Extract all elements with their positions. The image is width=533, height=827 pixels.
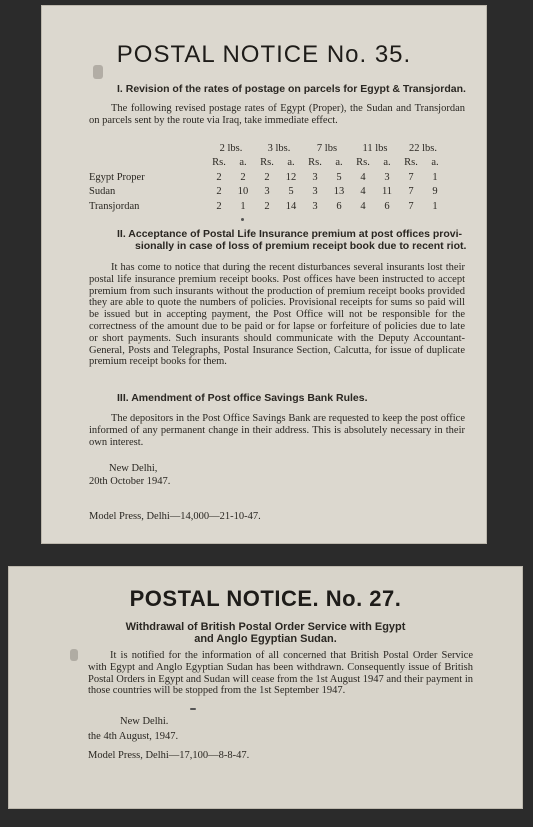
rate-cell: 3 xyxy=(264,186,270,198)
weight-header: 22 lbs. xyxy=(408,142,437,154)
rate-cell: 2 xyxy=(216,171,222,183)
weight-header: 2 lbs. xyxy=(219,142,243,154)
rate-cell: 6 xyxy=(336,200,342,212)
parcel-rates-table xyxy=(89,141,447,214)
unit-header: a. xyxy=(287,157,295,169)
rate-cell: 6 xyxy=(384,200,390,212)
rate-cell: 2 xyxy=(264,200,270,212)
table-row xyxy=(89,170,447,185)
ink-dot xyxy=(241,218,244,221)
section-1-heading: I. Revision of the rates of postage on parcels for Egypt & Transjordan. xyxy=(117,83,466,95)
rate-cell: 11 xyxy=(381,186,393,198)
rate-cell: 4 xyxy=(360,186,366,198)
rate-cell: 9 xyxy=(432,186,438,198)
notice-27-heading-line-2: and Anglo Egyptian Sudan. xyxy=(194,633,337,645)
rate-cell: 2 xyxy=(216,186,222,198)
section-2-heading-line-2: sionally in case of loss of premium receipt book due to recent riot. xyxy=(135,240,467,252)
rate-cell: 10 xyxy=(237,186,249,198)
rate-cell: 3 xyxy=(384,171,390,183)
rate-cell: 4 xyxy=(360,200,366,212)
weight-header: 11 lbs xyxy=(362,142,388,154)
unit-header: Rs. xyxy=(212,157,226,169)
rate-cell: 14 xyxy=(285,200,297,212)
table-row xyxy=(89,185,447,200)
rate-cell: 2 xyxy=(216,200,222,212)
rate-cell: 5 xyxy=(288,186,294,198)
unit-header: Rs. xyxy=(356,157,370,169)
postal-notice-27 xyxy=(8,566,523,809)
place: New Delhi, xyxy=(109,463,158,474)
notice-27-body: It is notified for the information of all concerned that British Postal Order Service with Egypt and Anglo Egyptian Sudan has been withdrawn. Consequently issue of British Postal Orders in Egypt and Sudan will cease from the 1st August 1947 and their payment in those countries will be stopped from the 1st September 1947. xyxy=(88,650,473,697)
section-3-body: The depositors in the Post Office Savings Bank are requested to keep the post office informed of any permanent change in their address. This is absolutely necessary in their own interest. xyxy=(89,413,465,448)
rate-cell: 4 xyxy=(360,171,366,183)
weight-header: 7 lbs xyxy=(316,142,338,154)
row-label: Egypt Proper xyxy=(89,171,145,183)
notice-27-heading xyxy=(8,621,523,645)
rate-cell: 5 xyxy=(336,171,342,183)
paper-damage-mark xyxy=(70,649,78,661)
ink-mark xyxy=(190,708,196,710)
table-row xyxy=(89,199,447,214)
unit-header: Rs. xyxy=(308,157,322,169)
rate-cell: 7 xyxy=(408,186,414,198)
section-2-heading-line-1: II. Acceptance of Postal Life Insurance premium at post offices provi- xyxy=(117,228,463,240)
weight-header: 3 lbs. xyxy=(267,142,291,154)
unit-header: a. xyxy=(383,157,391,169)
date: the 4th August, 1947. xyxy=(88,731,179,742)
row-label: Sudan xyxy=(89,186,116,198)
rate-cell: 7 xyxy=(408,171,414,183)
table-weight-header-row xyxy=(89,141,447,156)
notice-27-title: POSTAL NOTICE. No. 27. xyxy=(129,586,402,611)
rate-cell: 1 xyxy=(432,200,438,212)
unit-header: a. xyxy=(431,157,439,169)
place: New Delhi. xyxy=(120,716,169,727)
section-2-heading xyxy=(117,228,477,252)
table-unit-header-row xyxy=(89,156,447,171)
unit-header: Rs. xyxy=(404,157,418,169)
rate-cell: 7 xyxy=(408,200,414,212)
notice-35-title: POSTAL NOTICE No. 35. xyxy=(116,41,412,68)
notice-27-heading-line-1: Withdrawal of British Postal Order Service with Egypt xyxy=(125,621,406,633)
unit-header: a. xyxy=(335,157,343,169)
printer-imprint: Model Press, Delhi—14,000—21-10-47. xyxy=(89,511,261,522)
rate-cell: 1 xyxy=(432,171,438,183)
rate-cell: 3 xyxy=(312,186,318,198)
rate-cell: 3 xyxy=(312,171,318,183)
rate-cell: 13 xyxy=(333,186,345,198)
rate-cell: 1 xyxy=(240,200,246,212)
section-3-heading: III. Amendment of Post office Savings Bank Rules. xyxy=(117,392,368,404)
postal-notice-35 xyxy=(41,5,487,544)
unit-header: a. xyxy=(239,157,247,169)
rate-cell: 12 xyxy=(285,171,297,183)
section-1-intro: The following revised postage rates of Egypt (Proper), the Sudan and Transjordan on parcels sent by the route via Iraq, take immediate effect. xyxy=(89,103,465,126)
rate-cell: 2 xyxy=(264,171,270,183)
date: 20th October 1947. xyxy=(89,476,171,487)
section-2-body: It has come to notice that during the recent disturbances several insurants lost their postal life insurance premium receipt books. Post offices have been instructed to accept premium from such insurants without the production of premium receipt books provided they are able to quote the numbers of policies. Provisional receipts for sums so paid will be issued but in accepting payment, the Post Office will not be responsible for the correctness of the amount due to be paid or for lapse or forfeiture of policies due to late or short payments. Such insurants should communicate with the Deputy Accountant-General, Posts and Telegraphs, Postal Insurance Section, Calcutta, for issue of duplicate premium receipt books for them. xyxy=(89,262,465,368)
rate-cell: 2 xyxy=(240,171,246,183)
row-label: Transjordan xyxy=(89,200,140,212)
rate-cell: 3 xyxy=(312,200,318,212)
printer-imprint: Model Press, Delhi—17,100—8-8-47. xyxy=(88,750,250,761)
unit-header: Rs. xyxy=(260,157,274,169)
